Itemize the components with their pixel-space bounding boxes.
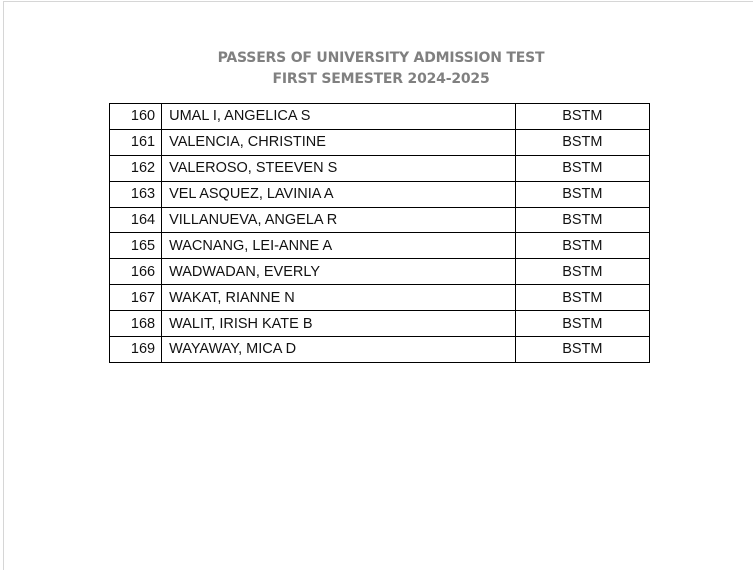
row-number-cell: 162 — [110, 155, 162, 181]
row-number-cell: 165 — [110, 233, 162, 259]
table-row — [110, 104, 650, 130]
course-cell: BSTM — [515, 259, 649, 285]
row-number-cell: 160 — [110, 104, 162, 130]
document-page — [3, 1, 753, 570]
table-row — [110, 285, 650, 311]
name-cell: WAYAWAY, MICA D — [162, 337, 516, 363]
course-cell: BSTM — [515, 233, 649, 259]
course-cell: BSTM — [515, 207, 649, 233]
passers-table — [109, 103, 650, 363]
row-number-cell: 166 — [110, 259, 162, 285]
table-row — [110, 129, 650, 155]
row-number-cell: 161 — [110, 129, 162, 155]
table-row — [110, 155, 650, 181]
name-cell: VALENCIA, CHRISTINE — [162, 129, 516, 155]
name-cell: WACNANG, LEI-ANNE A — [162, 233, 516, 259]
table-row — [110, 311, 650, 337]
course-cell: BSTM — [515, 181, 649, 207]
course-cell: BSTM — [515, 104, 649, 130]
passers-table-body — [110, 104, 650, 363]
course-cell: BSTM — [515, 155, 649, 181]
course-cell: BSTM — [515, 285, 649, 311]
name-cell: WAKAT, RIANNE N — [162, 285, 516, 311]
row-number-cell: 168 — [110, 311, 162, 337]
course-cell: BSTM — [515, 311, 649, 337]
name-cell: VILLANUEVA, ANGELA R — [162, 207, 516, 233]
name-cell: WALIT, IRISH KATE B — [162, 311, 516, 337]
row-number-cell: 163 — [110, 181, 162, 207]
document-heading — [4, 48, 754, 90]
table-row — [110, 337, 650, 363]
row-number-cell: 164 — [110, 207, 162, 233]
title-line-1: PASSERS OF UNIVERSITY ADMISSION TEST — [217, 50, 545, 66]
row-number-cell: 167 — [110, 285, 162, 311]
table-row — [110, 207, 650, 233]
table-row — [110, 233, 650, 259]
name-cell: VALEROSO, STEEVEN S — [162, 155, 516, 181]
title-line-2: FIRST SEMESTER 2024-2025 — [272, 71, 490, 87]
course-cell: BSTM — [515, 337, 649, 363]
table-row — [110, 181, 650, 207]
row-number-cell: 169 — [110, 337, 162, 363]
name-cell: VEL ASQUEZ, LAVINIA A — [162, 181, 516, 207]
course-cell: BSTM — [515, 129, 649, 155]
name-cell: UMAL I, ANGELICA S — [162, 104, 516, 130]
name-cell: WADWADAN, EVERLY — [162, 259, 516, 285]
table-row — [110, 259, 650, 285]
